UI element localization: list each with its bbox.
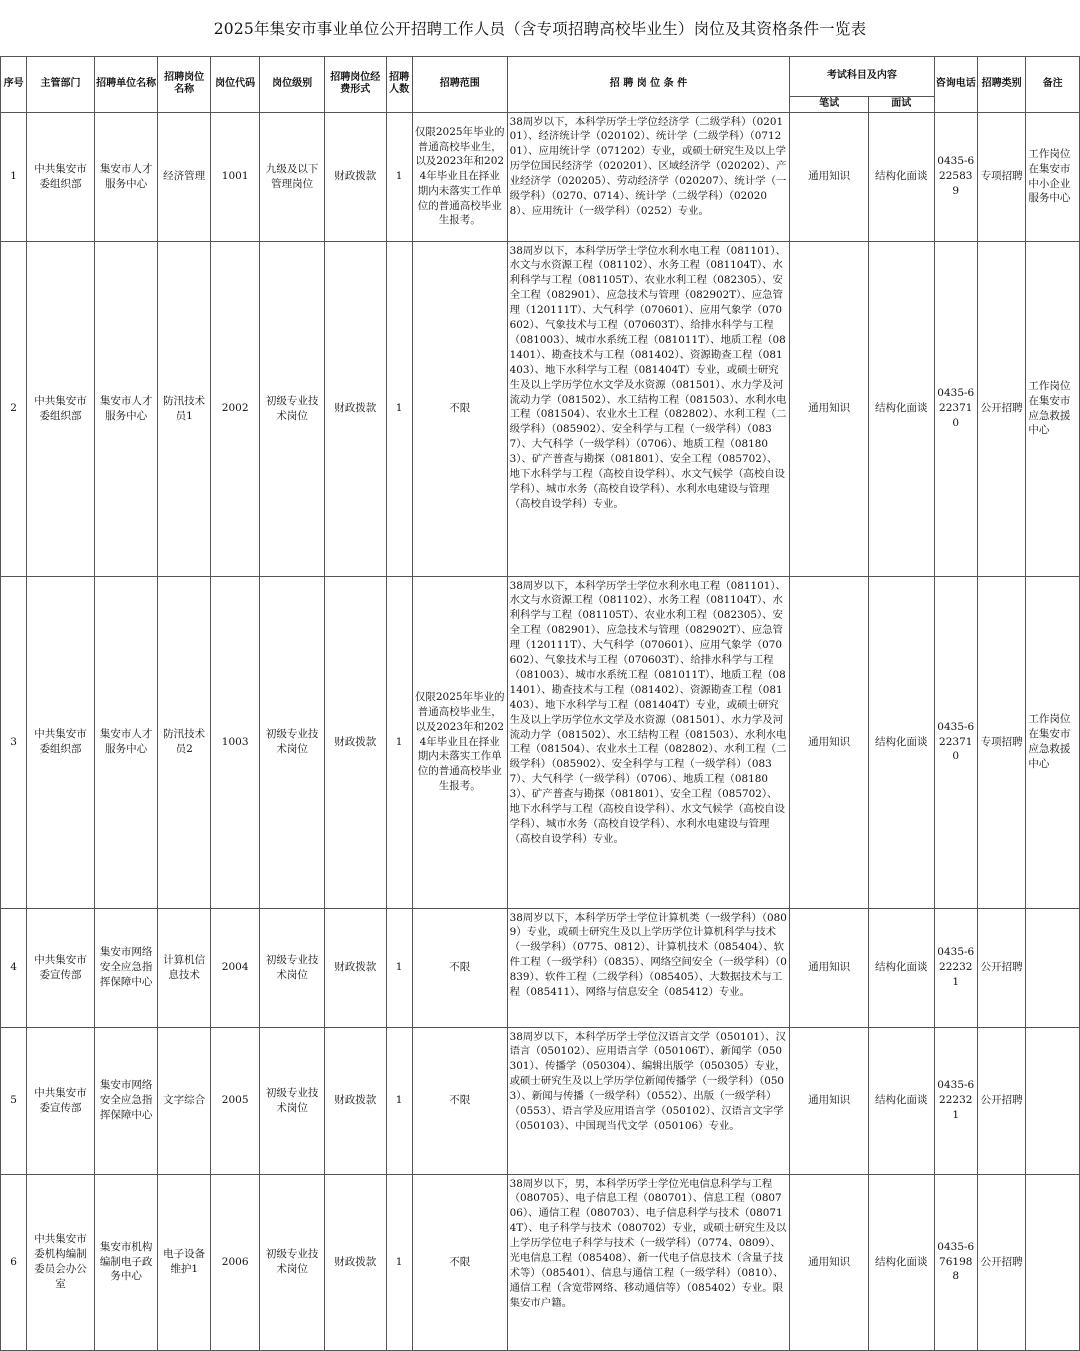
cell-dept: 中共集安市委宣传部 — [27, 908, 95, 1027]
cell-conditions: 38周岁以下，本科学历学士学位水利水电工程（081101）、水文与水资源工程（081102）、水务工程（081104T）、水利科学与工程（081105T）、农业水利工程（082305）、安全工程（082901）、应急技术与管理（082902T）、应急管理（120111T）、大气科学（070601）、应用气象学（070602）、气象技术与工程（070603T）、给排水科学与工程（081003）、城市水系统工程（081011T）、地质工程（081401）、勘查技术与工程（081402）、资源勘查工程（081403）、地下水科学与工程（081404T）专业，或硕士研究生及以上学历学位水文学及水资源（081501）、水力学及河流动力学（081502）、水工结构工程（081503）、水利水电工程（081504）、农业水土工程（082802）、水利工程（二级学科）（085902）、安全科学与工程（一级学科）（0837）、大气科学（一级学科）（0706）、地质工程（081803）、矿产普查与勘探（081801）、安全工程（085702）、地下水科学与工程（高校自设学科）、水文气候学（高校自设学科）、城市水务（高校自设学科）、水利水电建设与管理（高校自设学科）专业。 — [507, 241, 790, 576]
cell-scope: 仅限2025年毕业的普通高校毕业生，以及2023年和2024年毕业且在择业期内未落实工作单位的普通高校毕业生报考。 — [412, 576, 507, 908]
table-row — [1, 112, 1080, 241]
cell-code: 1001 — [210, 112, 259, 241]
cell-post: 文字综合 — [158, 1027, 210, 1174]
header-interview: 面试 — [868, 97, 934, 113]
header-type: 招聘类别 — [977, 57, 1025, 113]
cell-no: 6 — [1, 1174, 27, 1350]
header-exam: 考试科目及内容 — [790, 57, 934, 97]
cell-interview: 结构化面谈 — [868, 576, 934, 908]
cell-unit: 集安市人才服务中心 — [94, 112, 158, 241]
cell-dept: 中共集安市委组织部 — [27, 576, 95, 908]
cell-code: 2005 — [210, 1027, 259, 1174]
cell-count: 1 — [386, 1174, 412, 1350]
cell-interview: 结构化面谈 — [868, 241, 934, 576]
cell-no: 3 — [1, 576, 27, 908]
cell-phone: 0435-6222321 — [934, 908, 977, 1027]
cell-written: 通用知识 — [790, 1174, 869, 1350]
table-row — [1, 1174, 1080, 1350]
header-count: 招聘人数 — [386, 57, 412, 113]
document-title: 2025年集安市事业单位公开招聘工作人员（含专项招聘高校毕业生）岗位及其资格条件一览表 — [213, 20, 867, 38]
positions-table — [0, 56, 1080, 1351]
cell-conditions: 38周岁以下，男，本科学历学士学位光电信息科学与工程（080705）、电子信息工程（080701）、信息工程（080706）、通信工程（080703）、电子信息科学与技术（080714T）、电子科学与技术（080702）专业，或硕士研究生及以上学历学位电子科学与技术（一级学科）（0774、0809）、光电信息工程（085408）、新一代电子信息技术（含量子技术等）（085401）、信息与通信工程（一级学科）（0810）、通信工程（含宽带网络、移动通信等）（085402）专业。限集安市户籍。 — [507, 1174, 790, 1350]
cell-level: 初级专业技术岗位 — [260, 1027, 325, 1174]
cell-type: 公开招聘 — [977, 1174, 1025, 1350]
cell-remark — [1026, 1174, 1080, 1350]
cell-no: 1 — [1, 112, 27, 241]
header-funding: 招聘岗位经费形式 — [324, 57, 386, 113]
cell-written: 通用知识 — [790, 576, 869, 908]
cell-conditions: 38周岁以下，本科学历学士学位汉语言文学（050101）、汉语言（050102）、应用语言学（050106T）、新闻学（050301）、传播学（050304）、编辑出版学（050305）专业，或硕士研究生及以上学历学位新闻传播学（一级学科）（0503）、新闻与传播（一级学科）（0552）、出版（一级学科）（0553）、语言学及应用语言学（050102）、汉语言文字学（050103）、中国现当代文学（050106）专业。 — [507, 1027, 790, 1174]
cell-code: 2006 — [210, 1174, 259, 1350]
cell-remark: 工作岗位在集安市应急救援中心 — [1026, 241, 1080, 576]
cell-written: 通用知识 — [790, 908, 869, 1027]
header-scope: 招聘范围 — [412, 57, 507, 113]
header-code: 岗位代码 — [210, 57, 259, 113]
table-row — [1, 908, 1080, 1027]
cell-code: 1003 — [210, 576, 259, 908]
cell-type: 公开招聘 — [977, 1027, 1025, 1174]
cell-phone: 0435-6761988 — [934, 1174, 977, 1350]
header-written: 笔试 — [790, 97, 869, 113]
cell-scope: 仅限2025年毕业的普通高校毕业生，以及2023年和2024年毕业且在择业期内未落实工作单位的普通高校毕业生报考。 — [412, 112, 507, 241]
cell-count: 1 — [386, 241, 412, 576]
header-phone: 咨询电话 — [934, 57, 977, 113]
cell-written: 通用知识 — [790, 112, 869, 241]
header-row — [1, 57, 1080, 97]
cell-dept: 中共集安市委机构编制委员会办公室 — [27, 1174, 95, 1350]
cell-remark: 工作岗位在集安市中小企业服务中心 — [1026, 112, 1080, 241]
cell-level: 初级专业技术岗位 — [260, 241, 325, 576]
cell-funding: 财政拨款 — [324, 112, 386, 241]
cell-unit: 集安市网络安全应急指挥保障中心 — [94, 908, 158, 1027]
cell-interview: 结构化面谈 — [868, 112, 934, 241]
cell-funding: 财政拨款 — [324, 576, 386, 908]
cell-post: 经济管理 — [158, 112, 210, 241]
cell-scope: 不限 — [412, 1174, 507, 1350]
cell-code: 2002 — [210, 241, 259, 576]
cell-dept: 中共集安市委组织部 — [27, 112, 95, 241]
table-row — [1, 241, 1080, 576]
cell-type: 公开招聘 — [977, 908, 1025, 1027]
cell-interview: 结构化面谈 — [868, 1174, 934, 1350]
cell-level: 初级专业技术岗位 — [260, 908, 325, 1027]
table-row — [1, 576, 1080, 908]
cell-funding: 财政拨款 — [324, 241, 386, 576]
cell-remark — [1026, 1027, 1080, 1174]
cell-conditions: 38周岁以下，本科学历学士学位计算机类（一级学科）（0809）专业，或硕士研究生及以上学历学位计算机科学与技术（一级学科）（0775、0812）、计算机技术（085404）、软件工程（一级学科）（0835）、网络空间安全（一级学科）（0839）、软件工程（二级学科）（085405）、大数据技术与工程（085411）、网络与信息安全（085412）专业。 — [507, 908, 790, 1027]
cell-scope: 不限 — [412, 1027, 507, 1174]
cell-no: 4 — [1, 908, 27, 1027]
cell-unit: 集安市人才服务中心 — [94, 576, 158, 908]
header-conditions: 招 聘 岗 位 条 件 — [507, 57, 790, 113]
cell-level: 初级专业技术岗位 — [260, 1174, 325, 1350]
cell-dept: 中共集安市委宣传部 — [27, 1027, 95, 1174]
cell-type: 公开招聘 — [977, 241, 1025, 576]
cell-scope: 不限 — [412, 908, 507, 1027]
cell-interview: 结构化面谈 — [868, 908, 934, 1027]
cell-remark — [1026, 908, 1080, 1027]
cell-conditions: 38周岁以下，本科学历学士学位水利水电工程（081101）、水文与水资源工程（081102）、水务工程（081104T）、水利科学与工程（081105T）、农业水利工程（082305）、安全工程（082901）、应急技术与管理（082902T）、应急管理（120111T）、大气科学（070601）、应用气象学（070602）、气象技术与工程（070603T）、给排水科学与工程（081003）、城市水系统工程（081011T）、地质工程（081401）、勘查技术与工程（081402）、资源勘查工程（081403）、地下水科学与工程（081404T）专业，或硕士研究生及以上学历学位水文学及水资源（081501）、水力学及河流动力学（081502）、水工结构工程（081503）、水利水电工程（081504）、农业水土工程（082802）、水利工程（二级学科）（085902）、安全科学与工程（一级学科）（0837）、大气科学（一级学科）（0706）、地质工程（081803）、矿产普查与勘探（081801）、安全工程（085702）、地下水科学与工程（高校自设学科）、水文气候学（高校自设学科）、城市水务（高校自设学科）、水利水电建设与管理（高校自设学科）专业。 — [507, 576, 790, 908]
cell-level: 初级专业技术岗位 — [260, 576, 325, 908]
header-level: 岗位级别 — [260, 57, 325, 113]
cell-no: 5 — [1, 1027, 27, 1174]
cell-funding: 财政拨款 — [324, 1174, 386, 1350]
cell-count: 1 — [386, 112, 412, 241]
cell-type: 专项招聘 — [977, 112, 1025, 241]
cell-unit: 集安市人才服务中心 — [94, 241, 158, 576]
cell-count: 1 — [386, 1027, 412, 1174]
cell-scope: 不限 — [412, 241, 507, 576]
cell-remark: 工作岗位在集安市应急救援中心 — [1026, 576, 1080, 908]
cell-no: 2 — [1, 241, 27, 576]
cell-post: 防汛技术员2 — [158, 576, 210, 908]
cell-phone: 0435-6225839 — [934, 112, 977, 241]
cell-funding: 财政拨款 — [324, 1027, 386, 1174]
cell-dept: 中共集安市委组织部 — [27, 241, 95, 576]
cell-interview: 结构化面谈 — [868, 1027, 934, 1174]
table-row — [1, 1027, 1080, 1174]
cell-phone: 0435-6223710 — [934, 576, 977, 908]
cell-unit: 集安市网络安全应急指挥保障中心 — [94, 1027, 158, 1174]
cell-funding: 财政拨款 — [324, 908, 386, 1027]
cell-written: 通用知识 — [790, 1027, 869, 1174]
header-dept: 主管部门 — [27, 57, 95, 113]
header-unit: 招聘单位名称 — [94, 57, 158, 113]
cell-conditions: 38周岁以下，本科学历学士学位经济学（二级学科）（020101）、经济统计学（020102）、统计学（二级学科）（071201）、应用统计学（071202）专业，或硕士研究生及以上学历学位国民经济学（020201）、区域经济学（020202）、产业经济学（020205）、劳动经济学（020207）、统计学（一级学科）（0270、0714）、统计学（二级学科）（020208）、应用统计（一级学科）（0252）专业。 — [507, 112, 790, 241]
cell-level: 九级及以下管理岗位 — [260, 112, 325, 241]
header-remark: 备注 — [1026, 57, 1080, 113]
cell-post: 防汛技术员1 — [158, 241, 210, 576]
cell-type: 专项招聘 — [977, 576, 1025, 908]
cell-count: 1 — [386, 908, 412, 1027]
cell-written: 通用知识 — [790, 241, 869, 576]
header-no: 序号 — [1, 57, 27, 113]
cell-phone: 0435-6223710 — [934, 241, 977, 576]
cell-phone: 0435-6222321 — [934, 1027, 977, 1174]
cell-code: 2004 — [210, 908, 259, 1027]
cell-post: 计算机信息技术 — [158, 908, 210, 1027]
cell-unit: 集安市机构编制电子政务中心 — [94, 1174, 158, 1350]
cell-count: 1 — [386, 576, 412, 908]
header-post: 招聘岗位名称 — [158, 57, 210, 113]
cell-post: 电子设备维护1 — [158, 1174, 210, 1350]
